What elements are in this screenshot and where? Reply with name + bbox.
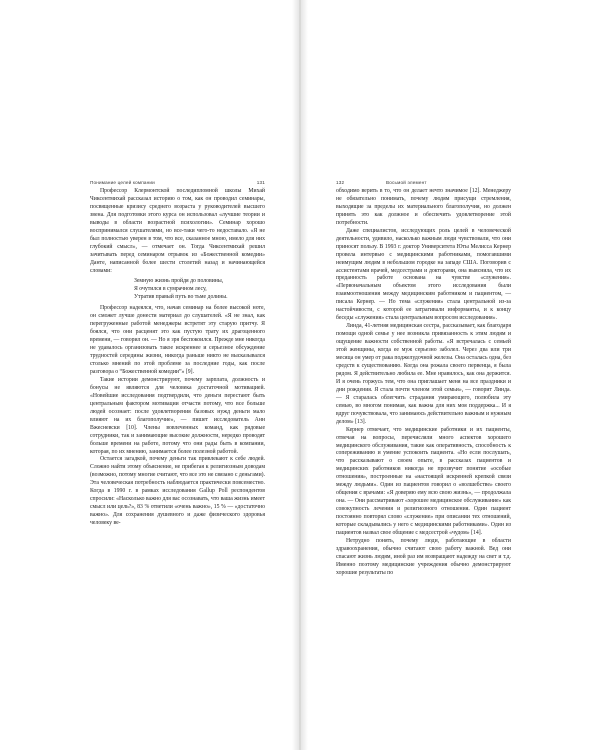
paragraph: Линда, 41-летняя медицинская сестра, рассказывает, как благодаря помощи одной семье у нее возникла привязанность к этим людям и ощущение важности собственной работы. «Я встречалась с семьей этой женщины, когда ее муж серьезно заболел. Через два или три месяца он умер от рака поджелудочной железы. Она осталась одна, без средств к существованию. Когда она рожала своего первенца, я была рядом. Я действительно любила ее. Мне нравилось, как она держится. И я очень горжусь тем, что она приглашает меня на все праздники и дни рождения. Я стала почти членом этой семьи», — говорит Линда. — Я старалась облегчить страдания умирающего, полюбила эту семью, во многом понимая, как важна для них моя поддержка... И я вдруг почувствовала, что занимаюсь действительно важным и нужным делом» [13]. <box>336 323 511 425</box>
paragraph: обходимо верить в то, что он делает нечто значимое [12]. Менеджеру не обязательно понимать, почему людям присущи стремления, выходящие за пределы их материального благополучия, но должен принять это как должное и обеспечить удовлетворение этой потребности. <box>336 188 511 226</box>
poem-line: Утратив правый путь во тьме долины. <box>134 294 228 301</box>
paragraph: Даже специалистов, исследующих роль целей в человеческой деятельности, удивило, насколько важным люди чувствовали, что они приносят пользу. В 1993 г. доктор Университета Юты Мелисса Кернер провела интервью с медицинскими работниками, помогавшими неимущим людям в небольшом городке на западе США. Поговорив с ассистентами врачей, медсестрами и докторами, она выяснила, что их преданность работе основана на чувстве «служения». «Первоначальным объектом этого исследования были взаимоотношения между медицинским работником и пациентом, — писала Кернер. — Но тема «служения» стала центральной из-за настойчивости, с которой ее затрагивали информанты, и к концу беседы «служения» стала центральным вопросом исследования». <box>336 227 511 322</box>
paragraph: Остается загадкой, почему деньги так привлекают к себе людей. Сложно найти этому объяснение, не прибегая к религиозным доводам (возможно, потому многие считают, что все это не связано с деньгами). Эта человеческая потребность наблюдается практически повсеместно. Когда в 1990 г. в рамках исследования Gallup Poll респондентов спросили: «Насколько важно для вас осознавать, что ваша жизнь имеет смысл или цель?», 83 % ответили «очень важно», 15 % — «достаточно важно». Для сохранения душевного и даже физического здоровья человеку ве- <box>90 456 266 527</box>
right-text-block <box>336 188 511 578</box>
right-page-number: 132 <box>336 180 345 185</box>
paragraph: Нетрудно понять, почему люди, работающие в области здравоохранения, обычно считают свою работу важной. Вед они спасают жизнь людям, иной раз им возвращают надежду на свет и т.д. Именно поэтому медицинские учреждения обычно демонстрируют хорошие результаты по <box>336 537 511 576</box>
left-text-block <box>90 188 265 528</box>
paragraph: Профессор Клермонтской последипломной школы Михай Чиксентмихай рассказал историю о том, как он проводил семинары, посвященные кризису среднего возраста у руководителей высшего звена. Для подготовки этого курса он использовал «лучшие теории и выводы в области возрастной психологии». Семинар хорошо воспринимался слушателями, но все-таки чего-то недоставало. «Я не был полностью уверен в том, что все, сказанное мною, имело для них глубокий смысл», — отмечает он. Тогда Чиксентмихай решил зачитывать перед семинаром отрывок из «Божественной комедии» Данте, написанной более шести столетий назад и начинающейся словами: <box>90 188 265 274</box>
poem-quote <box>134 278 265 302</box>
paragraph: Профессор надеялся, что, начав семинар на более высокой ноте, он сможет лучше донести материал до слушателей. «Я не знал, как перегруженные работой менеджеры встретят эту старую притчу. Я боялся, что они расценят это как пустую трату их драгоценного времени, — говорил он. — Но я зря беспокоился. Прежде мне никогда не удавалось организовать такое искреннее и серьезное обсуждение трудностей середины жизни, никогда раньше никто не высказывался столько мнений по этой проблеме за последние годы, как после разговора о “Божественной комедии”» [9]. <box>90 305 265 375</box>
left-running-title: Понимание целей компании <box>90 180 155 185</box>
book-gutter-shadow <box>292 0 308 750</box>
right-running-title: Восьмой элемент <box>386 180 427 185</box>
left-running-head <box>90 180 265 188</box>
right-running-head <box>336 180 511 188</box>
poem-line: Я очутился в сумрачном лесу, <box>134 286 207 293</box>
paragraph: Кернер отмечает, что медицинские работники и их пациенты, отвечая на вопросы, перечисляли много аспектов хорошего медицинского обслуживания, такие как оперативность, способность к сопереживанию и умение успокоить пациента. «Но если послушать, что рассказывают о своем опыте, в рассказах пациентов и медицинских работников никогда не прозвучит понятие «особые отношения», построенные на «настоящей искренней крепкой связи между людьми». Один из пациентов говорил о «волшебстве» своего общения с врачами: «Я доверяю ему всю свою жизнь», — продолжала она. — Они рассматривают «хорошее медицинское обслуживание» как совокупность лечения и религиозного отношения. Один пациент постоянно повторял слово «служение» при описании тех отношений, которые складывались у него с медицинскими работниками». Один из пациентов назвал свое общение с медсестрой «чудом» [14]. <box>336 426 511 536</box>
left-page <box>0 0 299 750</box>
poem-line: Земную жизнь пройдя до половины, <box>134 278 224 285</box>
left-page-number: 131 <box>256 180 265 185</box>
paragraph: Такие истории демонстрируют, почему зарплата, должность и бонусы не являются для человека достаточной мотивацией. «Новейшие исследования подтвердили, что деньги перестают быть центральным фактором мотивации отчасти потому, что все больше людей осознает: после удовлетворения базовых нужд деньги мало влияют на их благополучие», — пишет исследователь Анн Вжесневски [10]. Члены вовлеченных команд, как рядовые сотрудники, так и занимающие высокие должности, нередко проводят больше времени на работе, потому что они рады быть в компании, которая, по их мнению, занимается более полезной работой. <box>90 376 265 455</box>
